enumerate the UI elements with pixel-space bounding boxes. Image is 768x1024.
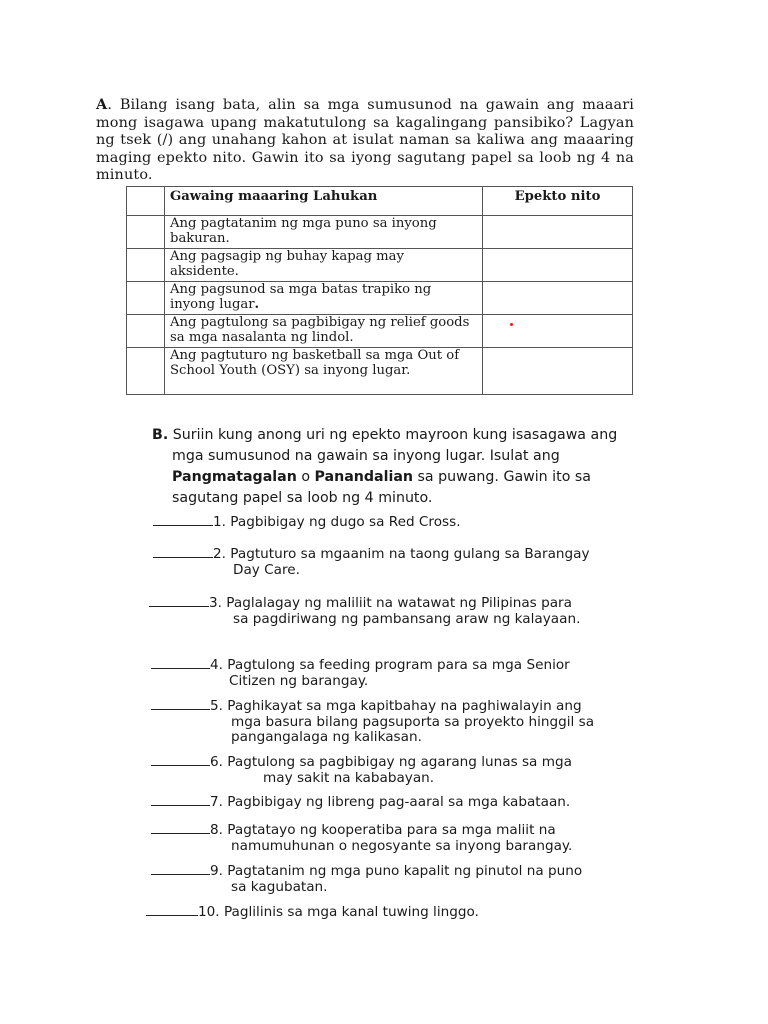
list-item: 1. Pagbibigay ng dugo sa Red Cross. (153, 513, 461, 531)
answer-blank[interactable] (153, 545, 213, 558)
list-item: 8. Pagtatayo ng kooperatiba para sa mga maliit na namumuhunan o negosyante sa inyong barangay. (151, 821, 572, 854)
answer-blank[interactable] (151, 656, 210, 669)
activity-cell: Ang pagsunod sa mga batas trapiko ng inyong lugar. (165, 282, 483, 315)
list-item: 5. Paghikayat sa mga kapitbahay na paghiwalayin ang mga basura bilang pagsuporta sa proyekto hinggil sa pangangalaga ng kalikasan. (151, 697, 594, 746)
activity-cell: Ang pagtuturo ng basketball sa mga Out of School Youth (OSY) sa inyong lugar. (165, 348, 483, 395)
activity-cell: Ang pagsagip ng buhay kapag may aksidente. (165, 249, 483, 282)
activity-header: Gawaing maaaring Lahukan (165, 187, 483, 216)
answer-blank[interactable] (151, 697, 210, 710)
activity-cell: Ang pagtulong sa pagbibigay ng relief goods sa mga nasalanta ng lindol. (165, 315, 483, 348)
activity-cell: Ang pagtatanim ng mga puno sa inyong bakuran. (165, 216, 483, 249)
list-item: 6. Pagtulong sa pagbibigay ng agarang lunas sa mga may sakit na kababayan. (151, 753, 572, 786)
section-a-instruction: A. Bilang isang bata, alin sa mga sumusunod na gawain ang maaari mong isagawa upang makatutulong sa kagalingang pansibiko? Lagyan ng tsek (/) ang unahang kahon at isulat naman sa kaliwa ang maaaring maging epekto nito. Gawin ito sa iyong sagutang papel sa loob ng 4 na minuto. (96, 96, 634, 184)
list-item: 3. Paglalagay ng maliliit na watawat ng Pilipinas para sa pagdiriwang ng pambansang araw ng kalayaan. (149, 594, 580, 627)
answer-blank[interactable] (153, 513, 213, 526)
answer-blank[interactable] (151, 821, 210, 834)
answer-blank[interactable] (151, 753, 210, 766)
list-item: 2. Pagtuturo sa mgaanim na taong gulang sa Barangay Day Care. (153, 545, 590, 578)
answer-blank[interactable] (146, 903, 198, 916)
effect-header: Epekto nito (483, 187, 633, 216)
list-item: 9. Pagtatanim ng mga puno kapalit ng pinutol na puno sa kagubatan. (151, 862, 582, 895)
section-b-instruction: B. Suriin kung anong uri ng epekto mayroon kung isasagawa ang mga sumusunod na gawain sa inyong lugar. Isulat ang Pangmatagalan o Panandalian sa puwang. Gawin ito sa sagutang papel sa loob ng 4 minuto. (152, 427, 618, 506)
list-item: 7. Pagbibigay ng libreng pag-aaral sa mga kabataan. (151, 793, 570, 811)
list-item: 4. Pagtulong sa feeding program para sa mga Senior Citizen ng barangay. (151, 656, 570, 689)
section-a-label: A (96, 96, 108, 113)
list-item: 10. Paglilinis sa mga kanal tuwing linggo. (146, 903, 479, 921)
answer-blank[interactable] (151, 862, 210, 875)
answer-blank[interactable] (149, 594, 209, 607)
section-b-label: B. (152, 427, 169, 443)
answer-blank[interactable] (151, 793, 210, 806)
